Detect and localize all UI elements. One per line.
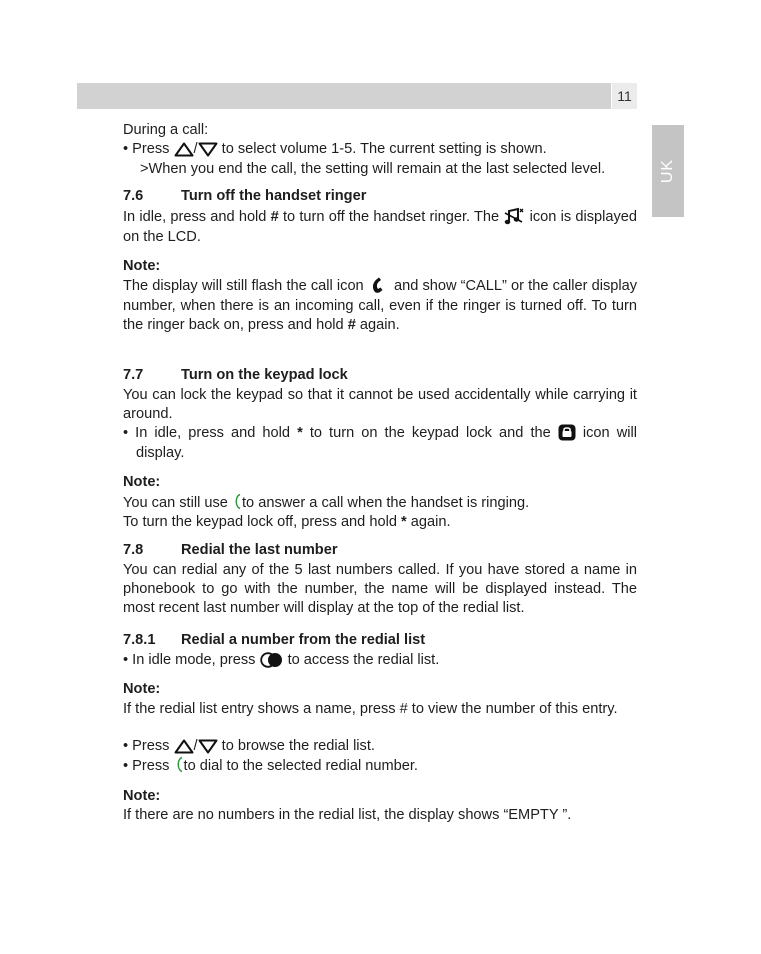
language-tab	[652, 125, 684, 217]
section-7-8-1-heading: 7.8.1 Redial a number from the redial list	[123, 631, 426, 648]
triangle-down-icon	[198, 739, 218, 754]
keypad-lock-bullet: • In idle, press and hold * to turn on the keypad lock and the icon will display.	[123, 425, 637, 461]
note-label-4: Note:	[123, 787, 161, 804]
note-label-2: Note:	[123, 474, 161, 491]
section-7-6-heading: 7.6 Turn off the handset ringer	[123, 188, 367, 205]
triangle-up-icon	[174, 739, 194, 754]
note-2-line-2: To turn the keypad lock off, press and hold * again.	[123, 514, 451, 531]
header-bar	[77, 83, 611, 109]
ringer-off-icon	[503, 207, 525, 225]
padlock-icon	[558, 424, 576, 441]
triangle-up-icon	[174, 142, 194, 157]
note-3-text: If the redial list entry shows a name, press # to view the number of this entry.	[123, 700, 618, 717]
section-7-8-heading: 7.8 Redial the last number	[123, 541, 338, 558]
green-talk-icon	[232, 493, 242, 511]
section-7-7-heading: 7.7 Turn on the keypad lock	[123, 366, 348, 383]
language-tab-label: UK	[659, 158, 676, 184]
page-content	[123, 121, 637, 826]
section-7-6-text: In idle, press and hold # to turn off the handset ringer. The icon is displayed on the LCD.	[123, 209, 637, 245]
note-label-1: Note:	[123, 258, 161, 275]
note-4-text: If there are no numbers in the redial list, the display shows “EMPTY ”.	[123, 807, 572, 824]
note-1-text: The display will still flash the call icon and show “CALL” or the caller display number, when there is an incoming call, even if the ringer is turned off. To turn the ringer back on, press and hold # again.	[123, 278, 638, 334]
redial-access-bullet: • In idle mode, press to access the redial list.	[123, 651, 440, 668]
end-call-note: >When you end the call, the setting will remain at the last selected level.	[140, 160, 606, 177]
triangle-down-icon	[198, 142, 218, 157]
browse-bullet: • Press / to browse the redial list.	[123, 737, 375, 754]
page-number: 11	[612, 83, 637, 109]
section-7-8-text: You can redial any of the 5 last numbers called. If you have stored a name in phonebook to go with the number, the name will be displayed instead. The most recent last number will display at the top of the redial list.	[123, 561, 637, 617]
during-call-label: During a call:	[123, 122, 209, 138]
dial-bullet: • Press to dial to the selected redial number.	[123, 758, 418, 775]
note-2-line-1: You can still use to answer a call when the handset is ringing.	[123, 494, 530, 511]
note-label-3: Note:	[123, 681, 161, 698]
handset-call-icon	[368, 276, 390, 294]
green-talk-icon	[174, 756, 184, 774]
volume-bullet: • Press / to select volume 1-5. The current setting is shown.	[123, 141, 547, 158]
section-7-7-text: You can lock the keypad so that it cannot be used accidentally while carrying it around.	[123, 386, 637, 423]
redial-icon	[260, 652, 284, 668]
